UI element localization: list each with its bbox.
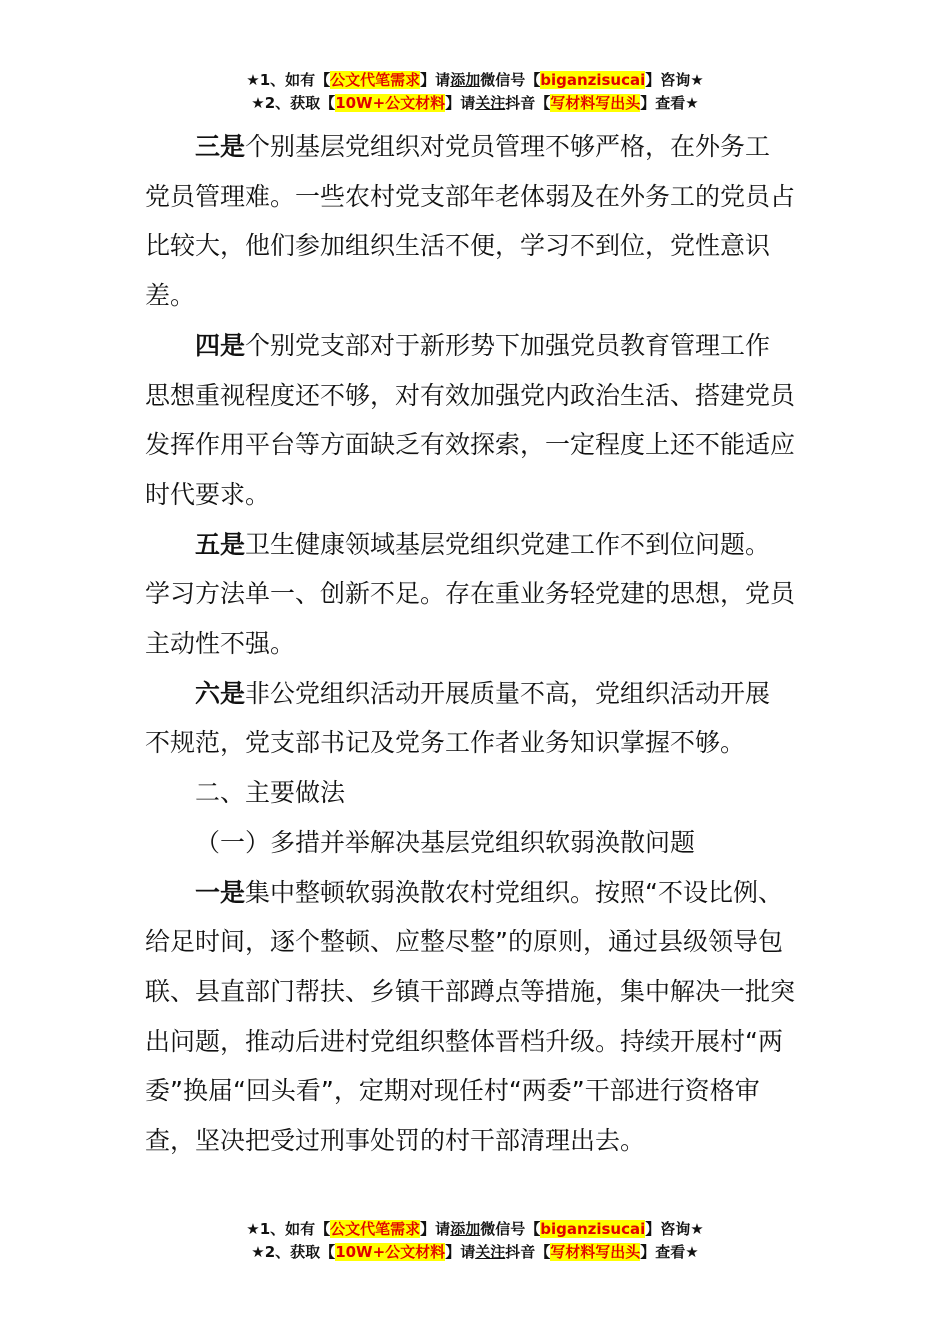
banner-highlight: 写材料写出头 xyxy=(550,94,641,112)
banner-text: 】请 xyxy=(445,94,476,112)
paragraph-text: 个别基层党组织对党员管理不够严格，在外务工党员管理难。一些农村党支部年老体弱及在外务工的党员占比较大，他们参加组织生活不便，学习不到位，党性意识差。 xyxy=(145,132,796,311)
banner-text: 】查看★ xyxy=(640,1243,699,1261)
paragraph-lead: 四是 xyxy=(195,330,246,360)
banner-text: 】请 xyxy=(420,1220,451,1238)
banner-highlight: biganzisucai xyxy=(540,1220,646,1238)
paragraph-4 xyxy=(145,321,795,520)
banner-line-1 xyxy=(0,1218,950,1241)
banner-line-2 xyxy=(0,92,950,115)
banner-line-1 xyxy=(0,69,950,92)
banner-text: 】咨询★ xyxy=(645,1220,704,1238)
paragraph-text: 个别党支部对于新形势下加强党员教育管理工作思想重视程度还不够，对有效加强党内政治生活、搭建党员发挥作用平台等方面缺乏有效探索，一定程度上还不能适应时代要求。 xyxy=(145,330,796,509)
banner-highlight: 公文代笔需求 xyxy=(330,71,421,89)
banner-text: ★2、获取【 xyxy=(251,94,336,112)
banner-text: 微信号【 xyxy=(480,1220,541,1238)
paragraph-text: 卫生健康领域基层党组织党建工作不到位问题。学习方法单一、创新不足。存在重业务轻党建的思想，党员主动性不强。 xyxy=(145,529,796,659)
banner-text: ★2、获取【 xyxy=(251,1243,336,1261)
paragraph-3 xyxy=(145,122,795,321)
banner-text: 微信号【 xyxy=(480,71,541,89)
paragraph-1 xyxy=(145,868,795,1166)
banner-text: 抖音【 xyxy=(505,1243,551,1261)
banner-underline: 添加 xyxy=(450,71,481,89)
banner-underline: 关注 xyxy=(475,94,506,112)
paragraph-lead: 三是 xyxy=(195,132,246,161)
banner-highlight: 10W+公文材料 xyxy=(335,94,446,112)
footer-banner xyxy=(0,1218,950,1264)
banner-text: 抖音【 xyxy=(505,94,551,112)
paragraph-text: 非公党组织活动开展质量不高，党组织活动开展不规范，党支部书记及党务工作者业务知识掌握不够。 xyxy=(145,678,771,758)
paragraph-lead: 一是 xyxy=(195,877,246,907)
banner-text: 】请 xyxy=(445,1243,476,1261)
section-heading-text: 二、主要做法 xyxy=(195,778,346,808)
banner-line-2 xyxy=(0,1241,950,1264)
subsection-heading-text: （一）多措并举解决基层党组织软弱涣散问题 xyxy=(195,827,696,857)
section-heading xyxy=(145,768,795,818)
banner-text: 】请 xyxy=(420,71,451,89)
paragraph-lead: 五是 xyxy=(195,529,246,559)
paragraph-6 xyxy=(145,669,795,768)
paragraph-5 xyxy=(145,520,795,669)
paragraph-lead: 六是 xyxy=(195,678,246,708)
banner-highlight: 写材料写出头 xyxy=(550,1243,641,1261)
paragraph-text: 集中整顿软弱涣散农村党组织。按照“不设比例、给足时间，逐个整顿、应整尽整”的原则，通过县级领导包联、县直部门帮扶、乡镇干部蹲点等措施，集中解决一批突出问题，推动后进村党组织整体晋档升级。持续开展村“两委”换届“回头看”，定期对现任村“两委”干部进行资格审查，坚决把受过刑事处罚的村干部清理出去。 xyxy=(145,877,796,1156)
subsection-heading xyxy=(145,818,795,868)
banner-highlight: 10W+公文材料 xyxy=(335,1243,446,1261)
document-body xyxy=(145,122,795,1166)
banner-highlight: biganzisucai xyxy=(540,71,646,89)
header-banner xyxy=(0,69,950,115)
banner-text: 】查看★ xyxy=(640,94,699,112)
banner-underline: 添加 xyxy=(450,1220,481,1238)
banner-text: ★1、如有【 xyxy=(246,1220,331,1238)
banner-highlight: 公文代笔需求 xyxy=(330,1220,421,1238)
banner-text: 】咨询★ xyxy=(645,71,704,89)
banner-underline: 关注 xyxy=(475,1243,506,1261)
banner-text: ★1、如有【 xyxy=(246,71,331,89)
